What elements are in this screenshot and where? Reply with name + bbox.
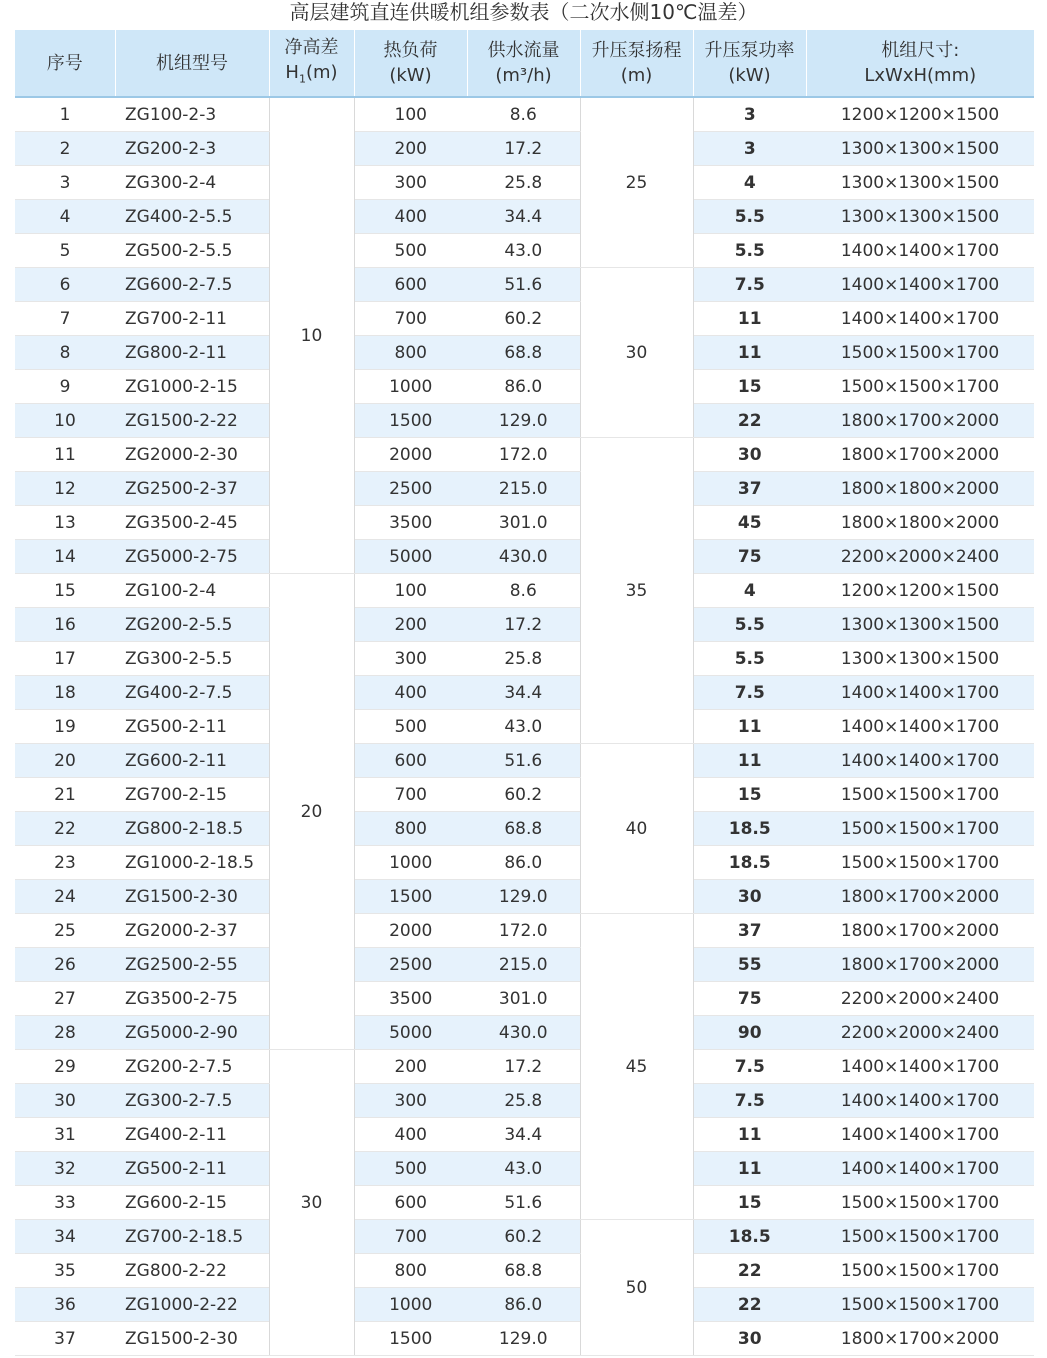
cell-power: 15	[693, 778, 806, 812]
cell-lift-group: 50	[580, 1220, 693, 1356]
cell-flow: 17.2	[467, 608, 580, 642]
table-row	[15, 1084, 1034, 1118]
cell-model: ZG1000-2-22	[115, 1288, 269, 1322]
cell-power: 5.5	[693, 608, 806, 642]
cell-size: 1800×1800×2000	[806, 506, 1034, 540]
cell-flow: 68.8	[467, 812, 580, 846]
cell-size: 1400×1400×1700	[806, 744, 1034, 778]
cell-load: 300	[354, 166, 467, 200]
cell-load: 1000	[354, 370, 467, 404]
cell-model: ZG1500-2-30	[115, 1322, 269, 1356]
cell-load: 2000	[354, 438, 467, 472]
table-row	[15, 1220, 1034, 1254]
header-power-title: 升压泵功率	[704, 40, 795, 61]
table-row	[15, 574, 1034, 608]
cell-load: 500	[354, 710, 467, 744]
cell-load: 700	[354, 1220, 467, 1254]
cell-size: 1400×1400×1700	[806, 676, 1034, 710]
cell-flow: 25.8	[467, 1084, 580, 1118]
cell-seq: 23	[15, 846, 115, 880]
cell-size: 1500×1500×1700	[806, 1288, 1034, 1322]
table-row	[15, 336, 1034, 370]
cell-model: ZG200-2-5.5	[115, 608, 269, 642]
cell-flow: 60.2	[467, 778, 580, 812]
cell-seq: 12	[15, 472, 115, 506]
cell-power: 30	[693, 1322, 806, 1356]
table-row	[15, 608, 1034, 642]
cell-lift-group: 40	[580, 744, 693, 914]
cell-seq: 13	[15, 506, 115, 540]
header-load-unit: (kW)	[389, 65, 432, 86]
table-row	[15, 1186, 1034, 1220]
cell-flow: 8.6	[467, 97, 580, 132]
table-row	[15, 812, 1034, 846]
table-row	[15, 710, 1034, 744]
cell-load: 5000	[354, 540, 467, 574]
cell-flow: 86.0	[467, 370, 580, 404]
cell-load: 3500	[354, 982, 467, 1016]
table-row	[15, 200, 1034, 234]
cell-flow: 129.0	[467, 880, 580, 914]
cell-power: 22	[693, 1288, 806, 1322]
cell-seq: 6	[15, 268, 115, 302]
cell-model: ZG400-2-7.5	[115, 676, 269, 710]
cell-flow: 25.8	[467, 642, 580, 676]
cell-lift-group: 35	[580, 438, 693, 744]
cell-size: 2200×2000×2400	[806, 1016, 1034, 1050]
cell-model: ZG700-2-18.5	[115, 1220, 269, 1254]
cell-seq: 16	[15, 608, 115, 642]
cell-model: ZG5000-2-75	[115, 540, 269, 574]
cell-power: 45	[693, 506, 806, 540]
cell-lift-group: 25	[580, 97, 693, 268]
cell-power: 5.5	[693, 200, 806, 234]
cell-seq: 4	[15, 200, 115, 234]
table-row	[15, 166, 1034, 200]
cell-flow: 25.8	[467, 166, 580, 200]
cell-seq: 22	[15, 812, 115, 846]
cell-load: 5000	[354, 1016, 467, 1050]
cell-size: 1200×1200×1500	[806, 97, 1034, 132]
table-row	[15, 1254, 1034, 1288]
cell-model: ZG2000-2-30	[115, 438, 269, 472]
header-load-title: 热负荷	[383, 40, 438, 61]
cell-seq: 19	[15, 710, 115, 744]
cell-model: ZG600-2-11	[115, 744, 269, 778]
header-model: 机组型号	[115, 30, 269, 97]
cell-load: 400	[354, 1118, 467, 1152]
cell-model: ZG700-2-11	[115, 302, 269, 336]
cell-size: 1800×1700×2000	[806, 404, 1034, 438]
cell-seq: 9	[15, 370, 115, 404]
cell-seq: 30	[15, 1084, 115, 1118]
cell-model: ZG500-2-5.5	[115, 234, 269, 268]
cell-flow: 51.6	[467, 1186, 580, 1220]
cell-size: 1500×1500×1700	[806, 812, 1034, 846]
cell-lift-group: 45	[580, 914, 693, 1220]
table-row	[15, 472, 1034, 506]
cell-seq: 36	[15, 1288, 115, 1322]
table-row	[15, 880, 1034, 914]
cell-model: ZG200-2-3	[115, 132, 269, 166]
cell-flow: 301.0	[467, 506, 580, 540]
cell-power: 11	[693, 302, 806, 336]
cell-power: 75	[693, 982, 806, 1016]
cell-power: 30	[693, 438, 806, 472]
cell-flow: 129.0	[467, 404, 580, 438]
cell-load: 700	[354, 778, 467, 812]
cell-flow: 430.0	[467, 540, 580, 574]
cell-size: 1500×1500×1700	[806, 1220, 1034, 1254]
cell-flow: 129.0	[467, 1322, 580, 1356]
cell-model: ZG600-2-7.5	[115, 268, 269, 302]
cell-load: 1000	[354, 846, 467, 880]
cell-power: 18.5	[693, 1220, 806, 1254]
table-row	[15, 506, 1034, 540]
cell-flow: 68.8	[467, 1254, 580, 1288]
table-row	[15, 302, 1034, 336]
cell-model: ZG700-2-15	[115, 778, 269, 812]
cell-power: 75	[693, 540, 806, 574]
header-flow-unit: (m³/h)	[495, 65, 552, 86]
table-row	[15, 778, 1034, 812]
cell-model: ZG100-2-3	[115, 97, 269, 132]
table-row	[15, 132, 1034, 166]
cell-model: ZG800-2-11	[115, 336, 269, 370]
cell-power: 22	[693, 1254, 806, 1288]
cell-flow: 8.6	[467, 574, 580, 608]
table-row	[15, 438, 1034, 472]
cell-model: ZG2500-2-55	[115, 948, 269, 982]
cell-size: 2200×2000×2400	[806, 540, 1034, 574]
cell-load: 1000	[354, 1288, 467, 1322]
cell-size: 1500×1500×1700	[806, 1254, 1034, 1288]
cell-flow: 215.0	[467, 948, 580, 982]
cell-flow: 51.6	[467, 268, 580, 302]
cell-flow: 43.0	[467, 1152, 580, 1186]
table-row	[15, 540, 1034, 574]
cell-seq: 7	[15, 302, 115, 336]
cell-power: 7.5	[693, 1084, 806, 1118]
cell-load: 300	[354, 1084, 467, 1118]
cell-load: 200	[354, 132, 467, 166]
cell-seq: 18	[15, 676, 115, 710]
cell-flow: 43.0	[467, 234, 580, 268]
cell-seq: 15	[15, 574, 115, 608]
cell-load: 200	[354, 608, 467, 642]
cell-flow: 172.0	[467, 438, 580, 472]
table-row	[15, 234, 1034, 268]
cell-load: 2000	[354, 914, 467, 948]
cell-size: 1800×1700×2000	[806, 948, 1034, 982]
cell-size: 1800×1700×2000	[806, 914, 1034, 948]
cell-size: 1200×1200×1500	[806, 574, 1034, 608]
cell-seq: 10	[15, 404, 115, 438]
cell-size: 1800×1700×2000	[806, 1322, 1034, 1356]
cell-load: 3500	[354, 506, 467, 540]
cell-load: 800	[354, 1254, 467, 1288]
cell-flow: 172.0	[467, 914, 580, 948]
cell-model: ZG2000-2-37	[115, 914, 269, 948]
cell-model: ZG5000-2-90	[115, 1016, 269, 1050]
header-lift	[580, 30, 693, 97]
cell-size: 1400×1400×1700	[806, 1152, 1034, 1186]
cell-size: 1400×1400×1700	[806, 710, 1034, 744]
cell-model: ZG3500-2-45	[115, 506, 269, 540]
table-row	[15, 948, 1034, 982]
cell-size: 1300×1300×1500	[806, 642, 1034, 676]
cell-flow: 215.0	[467, 472, 580, 506]
cell-seq: 11	[15, 438, 115, 472]
table-row	[15, 370, 1034, 404]
cell-size: 1300×1300×1500	[806, 608, 1034, 642]
cell-power: 37	[693, 472, 806, 506]
cell-power: 55	[693, 948, 806, 982]
table-title: 高层建筑直连供暖机组参数表（二次水侧10℃温差）	[289, 0, 758, 24]
cell-seq: 34	[15, 1220, 115, 1254]
cell-power: 11	[693, 1118, 806, 1152]
cell-flow: 17.2	[467, 1050, 580, 1084]
header-height-unit: $H_1(m)$	[285, 61, 338, 86]
cell-power: 11	[693, 744, 806, 778]
cell-model: ZG800-2-22	[115, 1254, 269, 1288]
cell-flow: 51.6	[467, 744, 580, 778]
cell-power: 4	[693, 166, 806, 200]
cell-model: ZG1000-2-15	[115, 370, 269, 404]
header-flow-title: 供水流量	[487, 40, 560, 61]
cell-lift-group: 30	[580, 268, 693, 438]
cell-power: 15	[693, 370, 806, 404]
cell-size: 1400×1400×1700	[806, 1084, 1034, 1118]
header-power	[693, 30, 806, 97]
cell-flow: 301.0	[467, 982, 580, 1016]
header-seq: 序号	[15, 30, 115, 97]
parameter-table	[15, 30, 1034, 1356]
cell-size: 1800×1700×2000	[806, 880, 1034, 914]
cell-size: 1500×1500×1700	[806, 1186, 1034, 1220]
cell-load: 500	[354, 1152, 467, 1186]
cell-flow: 34.4	[467, 676, 580, 710]
table-row	[15, 1118, 1034, 1152]
cell-model: ZG300-2-7.5	[115, 1084, 269, 1118]
cell-power: 11	[693, 336, 806, 370]
table-row	[15, 268, 1034, 302]
cell-flow: 34.4	[467, 200, 580, 234]
table-row	[15, 1288, 1034, 1322]
cell-power: 3	[693, 97, 806, 132]
cell-seq: 31	[15, 1118, 115, 1152]
cell-model: ZG1500-2-22	[115, 404, 269, 438]
header-size-title: 机组尺寸:	[881, 40, 960, 61]
cell-power: 11	[693, 1152, 806, 1186]
cell-size: 1500×1500×1700	[806, 846, 1034, 880]
cell-size: 1400×1400×1700	[806, 268, 1034, 302]
cell-seq: 27	[15, 982, 115, 1016]
cell-size: 1800×1700×2000	[806, 438, 1034, 472]
cell-load: 100	[354, 97, 467, 132]
cell-model: ZG300-2-5.5	[115, 642, 269, 676]
cell-size: 1300×1300×1500	[806, 132, 1034, 166]
table-body	[15, 97, 1034, 1356]
cell-power: 5.5	[693, 642, 806, 676]
cell-size: 1400×1400×1700	[806, 1118, 1034, 1152]
table-row	[15, 676, 1034, 710]
cell-seq: 33	[15, 1186, 115, 1220]
cell-height-group: 20	[269, 574, 354, 1050]
cell-seq: 1	[15, 97, 115, 132]
cell-seq: 35	[15, 1254, 115, 1288]
cell-load: 600	[354, 1186, 467, 1220]
table-row	[15, 1050, 1034, 1084]
cell-power: 7.5	[693, 268, 806, 302]
cell-model: ZG600-2-15	[115, 1186, 269, 1220]
cell-seq: 21	[15, 778, 115, 812]
cell-flow: 60.2	[467, 1220, 580, 1254]
cell-model: ZG500-2-11	[115, 1152, 269, 1186]
cell-seq: 8	[15, 336, 115, 370]
cell-flow: 86.0	[467, 1288, 580, 1322]
cell-model: ZG2500-2-37	[115, 472, 269, 506]
cell-size: 1300×1300×1500	[806, 200, 1034, 234]
cell-load: 2500	[354, 472, 467, 506]
cell-load: 800	[354, 336, 467, 370]
cell-power: 18.5	[693, 812, 806, 846]
header-power-unit: (kW)	[728, 65, 771, 86]
cell-power: 7.5	[693, 1050, 806, 1084]
cell-power: 18.5	[693, 846, 806, 880]
table-row	[15, 642, 1034, 676]
cell-model: ZG3500-2-75	[115, 982, 269, 1016]
header-load	[354, 30, 467, 97]
cell-power: 30	[693, 880, 806, 914]
header-flow	[467, 30, 580, 97]
cell-seq: 29	[15, 1050, 115, 1084]
cell-model: ZG200-2-7.5	[115, 1050, 269, 1084]
cell-size: 1800×1800×2000	[806, 472, 1034, 506]
cell-flow: 68.8	[467, 336, 580, 370]
cell-size: 1400×1400×1700	[806, 234, 1034, 268]
table-row	[15, 97, 1034, 132]
table-row	[15, 982, 1034, 1016]
cell-flow: 60.2	[467, 302, 580, 336]
cell-model: ZG500-2-11	[115, 710, 269, 744]
cell-power: 37	[693, 914, 806, 948]
cell-seq: 25	[15, 914, 115, 948]
cell-flow: 17.2	[467, 132, 580, 166]
cell-power: 7.5	[693, 676, 806, 710]
cell-load: 1500	[354, 1322, 467, 1356]
cell-size: 1400×1400×1700	[806, 1050, 1034, 1084]
cell-height-group: 10	[269, 97, 354, 574]
cell-load: 700	[354, 302, 467, 336]
cell-flow: 86.0	[467, 846, 580, 880]
cell-size: 2200×2000×2400	[806, 982, 1034, 1016]
cell-size: 1300×1300×1500	[806, 166, 1034, 200]
cell-size: 1500×1500×1700	[806, 370, 1034, 404]
table-row	[15, 404, 1034, 438]
cell-seq: 20	[15, 744, 115, 778]
cell-seq: 28	[15, 1016, 115, 1050]
table-row	[15, 1152, 1034, 1186]
cell-load: 600	[354, 268, 467, 302]
cell-load: 400	[354, 676, 467, 710]
cell-seq: 5	[15, 234, 115, 268]
cell-seq: 14	[15, 540, 115, 574]
cell-seq: 32	[15, 1152, 115, 1186]
cell-model: ZG100-2-4	[115, 574, 269, 608]
cell-model: ZG400-2-11	[115, 1118, 269, 1152]
cell-load: 800	[354, 812, 467, 846]
cell-model: ZG300-2-4	[115, 166, 269, 200]
header-size-unit: LxWxH(mm)	[864, 65, 977, 86]
cell-flow: 43.0	[467, 710, 580, 744]
cell-model: ZG400-2-5.5	[115, 200, 269, 234]
cell-size: 1500×1500×1700	[806, 336, 1034, 370]
cell-seq: 2	[15, 132, 115, 166]
cell-power: 90	[693, 1016, 806, 1050]
cell-load: 200	[354, 1050, 467, 1084]
table-row	[15, 1016, 1034, 1050]
cell-flow: 34.4	[467, 1118, 580, 1152]
cell-load: 100	[354, 574, 467, 608]
cell-seq: 24	[15, 880, 115, 914]
cell-seq: 37	[15, 1322, 115, 1356]
cell-power: 5.5	[693, 234, 806, 268]
cell-load: 2500	[354, 948, 467, 982]
table-row	[15, 744, 1034, 778]
cell-model: ZG800-2-18.5	[115, 812, 269, 846]
header-lift-unit: (m)	[620, 65, 653, 86]
table-row	[15, 846, 1034, 880]
header-height	[269, 30, 354, 97]
cell-model: ZG1000-2-18.5	[115, 846, 269, 880]
cell-model: ZG1500-2-30	[115, 880, 269, 914]
table-row	[15, 914, 1034, 948]
cell-load: 1500	[354, 404, 467, 438]
header-lift-title: 升压泵扬程	[591, 40, 682, 61]
cell-power: 4	[693, 574, 806, 608]
cell-seq: 17	[15, 642, 115, 676]
cell-load: 600	[354, 744, 467, 778]
cell-power: 11	[693, 710, 806, 744]
cell-load: 500	[354, 234, 467, 268]
header-row	[15, 30, 1034, 97]
cell-power: 3	[693, 132, 806, 166]
cell-load: 400	[354, 200, 467, 234]
cell-seq: 26	[15, 948, 115, 982]
cell-size: 1500×1500×1700	[806, 778, 1034, 812]
cell-size: 1400×1400×1700	[806, 302, 1034, 336]
cell-load: 1500	[354, 880, 467, 914]
cell-flow: 430.0	[467, 1016, 580, 1050]
header-height-title: 净高差	[284, 36, 339, 58]
cell-height-group: 30	[269, 1050, 354, 1356]
cell-power: 22	[693, 404, 806, 438]
cell-seq: 3	[15, 166, 115, 200]
header-size	[806, 30, 1034, 97]
cell-load: 300	[354, 642, 467, 676]
table-row	[15, 1322, 1034, 1356]
cell-power: 15	[693, 1186, 806, 1220]
